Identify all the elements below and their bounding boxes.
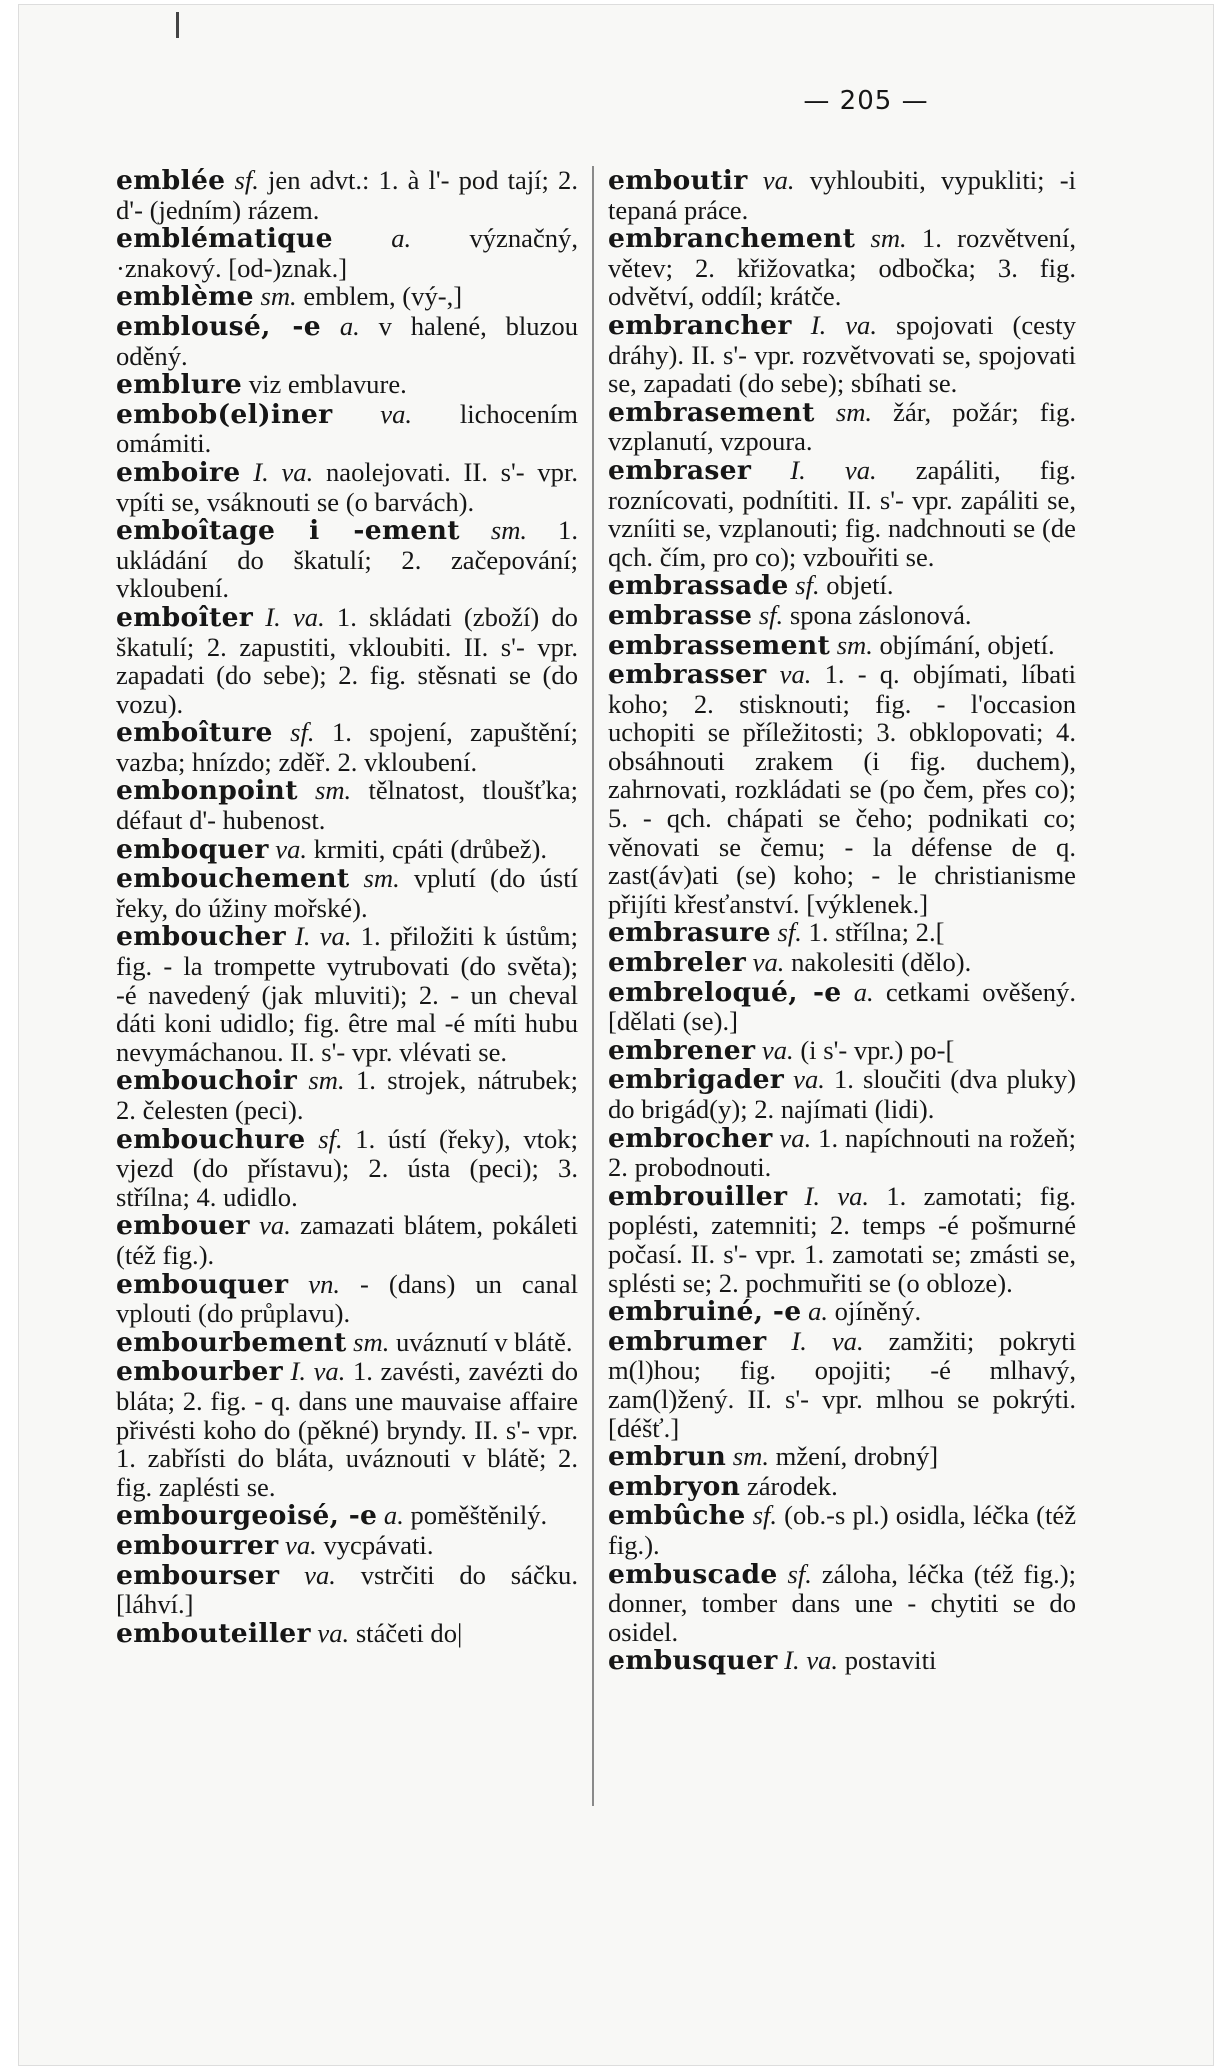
- entry-headword: embreler: [608, 947, 747, 979]
- entry-headword: emblématique: [116, 223, 333, 255]
- entry-headword: emblée: [116, 165, 226, 196]
- entry-grammar: I. va.: [285, 921, 352, 952]
- entry-headword: embrancher: [608, 309, 792, 341]
- entry-definition: (ob.-s pl.) osidla, léčka (též fig.).: [608, 1500, 1076, 1560]
- entry-headword: embrasure: [608, 917, 771, 949]
- entry-definition: naolejovati. II. s'- vpr. vpíti se, vsáknouti se (o barvách).: [116, 456, 578, 517]
- entry-headword: emboquer: [116, 833, 269, 865]
- entry-headword: embrun: [608, 1441, 727, 1473]
- entry-headword: embuscade: [608, 1558, 778, 1590]
- entry-definition: lichocením omámiti.: [116, 398, 578, 459]
- entry-grammar: I. va.: [766, 1325, 864, 1356]
- entry-headword: embouer: [116, 1210, 250, 1242]
- entry-headword: embouchure: [116, 1123, 306, 1155]
- entry-definition: záloha, léčka (též fig.); donner, tomber dans une - chytiti se do osidel.: [608, 1558, 1076, 1647]
- entry-headword: embrasser: [608, 659, 767, 691]
- dictionary-entry: [116, 776, 578, 834]
- dictionary-entry: [608, 456, 1076, 571]
- entry-grammar: a.: [377, 1500, 404, 1531]
- dictionary-entry: [608, 1442, 1076, 1472]
- entry-grammar: I. va.: [751, 454, 877, 485]
- entry-grammar: va.: [268, 833, 308, 864]
- entry-definition: viz emblavure.: [242, 369, 407, 400]
- entry-definition: vyhloubiti, vypukliti; -i tepaná práce.: [608, 165, 1076, 225]
- entry-grammar: sm.: [297, 775, 352, 806]
- entry-grammar: va.: [746, 947, 785, 978]
- entry-definition: vstrčiti do sáčku. [láhví.]: [116, 1559, 578, 1620]
- entry-definition: 1. ústí (řeky), vtok; vjezd (do přístavu); 2. ústa (peci); 3. střílna; 4. udidlo.: [116, 1123, 578, 1212]
- entry-headword: embourbement: [116, 1326, 347, 1358]
- dictionary-entry: [608, 398, 1076, 456]
- entry-definition: vplutí (do ústí řeky, do úžiny mořské).: [116, 863, 578, 923]
- entry-headword: embrassement: [608, 629, 831, 661]
- entry-definition: jen advt.: 1. à l'- pod tají; 2. d'- (jedním) rázem.: [116, 165, 578, 225]
- dictionary-entry: [608, 1646, 1076, 1676]
- entry-grammar: va.: [310, 1617, 350, 1648]
- entry-grammar: va.: [755, 1034, 794, 1065]
- entry-definition: (i s'- vpr.) po-[: [793, 1034, 955, 1065]
- entry-headword: embouchoir: [116, 1065, 298, 1097]
- entry-definition: zapáliti, fig. roznícovati, podnítiti. II. s'- vpr. zapáliti se, vzníiti se, vzplanouti; fig. nadchnouti se (de qch. čím, pro co); vzbouřiti se.: [608, 454, 1076, 572]
- entry-grammar: sm.: [830, 629, 873, 660]
- entry-headword: embrumer: [608, 1325, 767, 1357]
- left-column: [116, 166, 578, 1648]
- entry-definition: 1. skládati (zboží) do škatulí; 2. zapustiti, vkloubiti. II. s'- vpr. zapadati (do sebe); 2. fig. stěsnati se (do vozu).: [116, 601, 578, 719]
- entry-definition: v halené, bluzou oděný.: [116, 310, 578, 371]
- entry-grammar: I. va.: [787, 1180, 870, 1211]
- dictionary-entry: [608, 311, 1076, 398]
- dictionary-entry: [116, 1501, 578, 1531]
- dictionary-entry: [116, 458, 578, 516]
- entry-headword: embourrer: [116, 1529, 279, 1561]
- entry-headword: embouteiller: [116, 1617, 311, 1649]
- dictionary-entry: [116, 400, 578, 458]
- entry-definition: 1. napíchnouti na rožeň; 2. probodnouti.: [608, 1122, 1077, 1183]
- entry-definition: cetkami ověšený. [dělati (se).]: [608, 976, 1076, 1037]
- dictionary-entry: [116, 1270, 578, 1328]
- entry-definition: 1. rozvětvení, větev; 2. křižovatka; odbočka; 3. fig. odvětví, oddíl; krátče.: [608, 223, 1076, 312]
- entry-grammar: sm.: [814, 396, 873, 427]
- entry-grammar: sf.: [770, 917, 802, 948]
- entry-definition: nakolesiti (dělo).: [784, 947, 972, 978]
- entry-grammar: va.: [279, 1559, 336, 1590]
- entry-grammar: vn.: [288, 1268, 341, 1299]
- page-edge-mark: [176, 12, 179, 38]
- dictionary-entry: [608, 601, 1076, 631]
- entry-definition: postaviti: [838, 1645, 937, 1676]
- entry-definition: spojovati (cesty dráhy). II. s'- vpr. rozvětvovati se, spojovati se, zapadati (do sebe); sbíhati se.: [608, 309, 1076, 399]
- dictionary-entry: [608, 166, 1076, 224]
- dictionary-entry: [116, 922, 578, 1066]
- entry-grammar: a.: [841, 976, 874, 1007]
- entry-grammar: I. va.: [791, 309, 877, 340]
- dictionary-entry: [608, 1501, 1076, 1559]
- dictionary-entry: [608, 1036, 1076, 1066]
- dictionary-entry: [116, 224, 578, 282]
- entry-grammar: sm.: [459, 515, 528, 546]
- dictionary-entry: [608, 1065, 1076, 1123]
- entry-definition: 1. sloučiti (dva pluky) do brigád(y); 2. najímati (lidi).: [608, 1064, 1076, 1124]
- entry-grammar: a.: [801, 1296, 829, 1327]
- entry-definition: 1. spojení, zapuštění; vazba; hnízdo; zděř. 2. vkloubení.: [116, 717, 578, 777]
- entry-definition: krmiti, cpáti (drůbež).: [307, 833, 548, 864]
- column-divider: [592, 166, 594, 1806]
- dictionary-entry: [116, 516, 578, 603]
- entry-definition: význačný, ·znakový. [od-)znak.]: [116, 223, 578, 283]
- entry-headword: embryon: [608, 1470, 741, 1502]
- entry-grammar: sm.: [726, 1441, 769, 1472]
- dictionary-entry: [608, 571, 1076, 601]
- dictionary-entry: [116, 864, 578, 922]
- entry-definition: zárodek.: [740, 1470, 838, 1501]
- dictionary-entry: [116, 1211, 578, 1269]
- entry-definition: vycpávati.: [316, 1529, 434, 1560]
- page-number: — 205 —: [803, 86, 929, 116]
- entry-headword: emboire: [116, 456, 241, 488]
- dictionary-entry: [608, 1124, 1076, 1182]
- entry-headword: embrigader: [608, 1064, 785, 1096]
- dictionary-entry: [116, 312, 578, 370]
- entry-headword: embrasse: [608, 599, 753, 631]
- entry-headword: emblure: [116, 369, 243, 401]
- entry-grammar: sm.: [253, 281, 297, 312]
- entry-grammar: va.: [784, 1064, 825, 1095]
- entry-definition: uváznutí v blátě.: [389, 1326, 573, 1357]
- entry-headword: emblousé, -e: [116, 310, 321, 342]
- entry-grammar: va.: [747, 165, 795, 195]
- dictionary-entry: [116, 835, 578, 865]
- entry-grammar: a.: [332, 223, 412, 254]
- entry-grammar: a.: [320, 310, 360, 341]
- entry-definition: 1. zavésti, zavézti do bláta; 2. fig. - q. dans une mauvaise affaire přivésti koho do (pěkné) bryndy. II. s'- vpr. 1. zabřísti do bláta, uváznouti v blátě; 2. fig. zaplésti se.: [116, 1356, 578, 1502]
- dictionary-entry: [116, 1328, 578, 1358]
- dictionary-entry: [116, 1561, 578, 1619]
- dictionary-entry: [608, 1472, 1076, 1502]
- dictionary-entry: [608, 1560, 1076, 1647]
- entry-grammar: sm.: [346, 1326, 390, 1357]
- entry-definition: 1. ukládání do škatulí; 2. začepování; vkloubení.: [116, 515, 578, 604]
- entry-headword: embraser: [608, 454, 752, 486]
- dictionary-entry: [608, 1327, 1076, 1442]
- entry-headword: embrassade: [608, 570, 789, 602]
- entry-grammar: va.: [332, 398, 413, 429]
- right-column: [608, 166, 1076, 1676]
- entry-headword: embrasement: [608, 396, 815, 428]
- entry-definition: mžení, drobný]: [769, 1441, 939, 1472]
- entry-grammar: sf.: [777, 1558, 812, 1589]
- entry-definition: ojíněný.: [828, 1296, 922, 1327]
- entry-headword: embruiné, -e: [608, 1296, 802, 1328]
- entry-headword: embob(el)iner: [116, 398, 333, 430]
- entry-grammar: sf.: [752, 599, 784, 630]
- entry-headword: embranchement: [608, 223, 856, 255]
- entry-grammar: va.: [249, 1210, 291, 1241]
- entry-headword: embrocher: [608, 1122, 773, 1154]
- entry-headword: emboucher: [116, 921, 286, 953]
- entry-headword: emboîtage i -ement: [116, 515, 460, 547]
- entry-definition: stáčeti do|: [349, 1617, 463, 1648]
- entry-grammar: sm.: [855, 223, 907, 254]
- entry-headword: embourser: [116, 1559, 280, 1591]
- entry-grammar: sf.: [305, 1123, 343, 1154]
- entry-grammar: I. va.: [282, 1356, 346, 1387]
- dictionary-entry: [608, 1182, 1076, 1297]
- entry-headword: emboîter: [116, 601, 254, 633]
- dictionary-entry: [608, 948, 1076, 978]
- entry-grammar: I. va.: [240, 456, 314, 487]
- entry-headword: emboîture: [116, 717, 273, 749]
- entry-headword: embreloqué, -e: [608, 976, 842, 1008]
- dictionary-entry: [608, 631, 1076, 661]
- dictionary-entry: [608, 918, 1076, 948]
- dictionary-entry: [116, 1357, 578, 1501]
- entry-grammar: va.: [766, 659, 812, 690]
- entry-definition: - (dans) un canal vplouti (do průplavu).: [116, 1268, 578, 1329]
- dictionary-entry: [608, 660, 1076, 918]
- entry-grammar: sf.: [788, 570, 820, 601]
- dictionary-entry: [116, 718, 578, 776]
- entry-definition: emblem, (vý-,]: [296, 281, 463, 312]
- entry-definition: zamžiti; pokryti m(l)hou; fig. opojiti; -é mlhavý, zam(l)žený. II. s'- vpr. mlhou se pokrýti. [déšť.]: [608, 1325, 1076, 1443]
- dictionary-entry: [608, 1297, 1076, 1327]
- entry-grammar: va.: [772, 1122, 812, 1153]
- dictionary-entry: [116, 282, 578, 312]
- entry-grammar: sf.: [745, 1500, 778, 1531]
- entry-headword: embonpoint: [116, 775, 298, 807]
- entry-headword: embouquer: [116, 1268, 289, 1300]
- entry-grammar: I. va.: [777, 1645, 839, 1676]
- entry-definition: 1. strojek, nátrubek; 2. čelesten (peci).: [116, 1065, 578, 1125]
- entry-definition: spona záslonová.: [783, 599, 972, 630]
- entry-definition: žár, požár; fig. vzplanutí, vzpoura.: [608, 396, 1076, 457]
- entry-headword: embusquer: [608, 1645, 778, 1677]
- dictionary-page: [18, 4, 1214, 2066]
- entry-headword: embouchement: [116, 863, 350, 895]
- dictionary-entry: [116, 166, 578, 224]
- entry-definition: 1. přiložiti k ústům; fig. - la trompette vytrubovati (do světa); -é navedený (jak mluviti); 2. - un cheval dáti koni udidlo; fig. être mal -é míti hubu nevymáchanou. II. s'- vpr. vlévati se.: [116, 921, 578, 1067]
- entry-definition: tělnatost, tloušťka; défaut d'- hubenost.: [116, 775, 578, 836]
- dictionary-entry: [116, 1619, 578, 1649]
- entry-grammar: va.: [278, 1529, 317, 1560]
- entry-headword: embrouiller: [608, 1180, 788, 1212]
- entry-headword: emblème: [116, 281, 254, 313]
- entry-grammar: I. va.: [253, 601, 325, 632]
- entry-headword: embourber: [116, 1356, 283, 1388]
- entry-grammar: sf.: [272, 717, 315, 748]
- entry-grammar: sf.: [225, 165, 259, 195]
- dictionary-entry: [608, 978, 1076, 1036]
- dictionary-entry: [608, 224, 1076, 311]
- entry-headword: embourgeoisé, -e: [116, 1500, 378, 1532]
- entry-headword: embûche: [608, 1500, 746, 1532]
- entry-headword: emboutir: [608, 165, 748, 196]
- dictionary-entry: [116, 1066, 578, 1124]
- entry-definition: zamazati blátem, pokáleti (též fig.).: [116, 1210, 578, 1270]
- entry-grammar: sm.: [297, 1065, 345, 1096]
- entry-definition: 1. střílna; 2.[: [801, 917, 945, 948]
- entry-definition: objetí.: [819, 570, 894, 601]
- dictionary-entry: [116, 370, 578, 400]
- entry-grammar: sm.: [349, 863, 400, 894]
- dictionary-entry: [116, 603, 578, 718]
- entry-definition: 1. zamotati; fig. poplésti, zatemniti; 2. temps -é pošmurné počasí. II. s'- vpr. 1. zamotati se; zmásti se, splésti se; 2. pochmuřiti se (o obloze).: [608, 1180, 1076, 1298]
- entry-headword: embrener: [608, 1034, 756, 1066]
- dictionary-entry: [116, 1531, 578, 1561]
- dictionary-entry: [116, 1125, 578, 1212]
- entry-definition: 1. - q. objímati, líbati koho; 2. stisknouti; fig. - l'occasion uchopiti se příležitosti; 3. obklopovati; 4. obsáhnouti zrakem (i fig. duchem), zahrnovati, rozkládati se (po čem, přes co); 5. - qch. chápati se čeho; podnikati co; věnovati se čemu; - la défense de q. zast(áv)ati (se) koho; - le christianisme přijíti křesťanství. [výklenek.]: [608, 659, 1076, 919]
- entry-definition: objímání, objetí.: [872, 629, 1055, 660]
- entry-definition: poměštěnilý.: [403, 1500, 548, 1531]
